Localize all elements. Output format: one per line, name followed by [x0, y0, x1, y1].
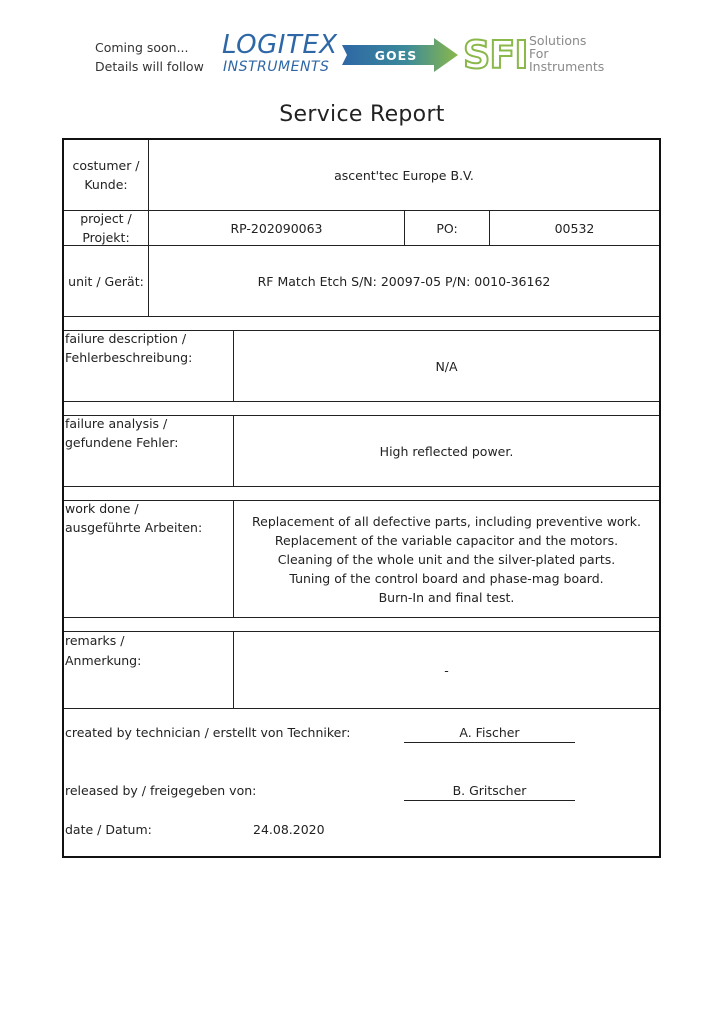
remarks-label: remarks / Anmerkung: [65, 633, 142, 668]
work-done-value [234, 501, 659, 617]
created-by-label: created by technician / erstellt von Techniker: [65, 725, 351, 740]
details-text: Details will follow [95, 59, 204, 74]
remarks-value: - [444, 662, 449, 678]
project-label: project / Projekt: [80, 211, 132, 245]
sfi-tagline-1: Solutions [529, 34, 587, 48]
released-by-signature: B. Gritscher [404, 782, 575, 801]
created-by-signature: A. Fischer [404, 724, 575, 743]
date-value: 24.08.2020 [253, 822, 325, 837]
work-done-line: Replacement of all defective parts, including preventive work. [252, 513, 641, 529]
page-title: Service Report [279, 102, 445, 127]
customer-label: costumer / Kunde: [72, 158, 140, 192]
sfi-tagline-3: Instruments [529, 59, 605, 74]
logitex-logo-line2: INSTRUMENTS [223, 59, 330, 75]
row-divider [64, 401, 659, 402]
row-divider [64, 486, 659, 487]
coming-soon-text: Coming soon... [95, 40, 189, 55]
goes-text: GOES [374, 48, 418, 63]
row-divider [64, 617, 659, 618]
po-value: 00532 [554, 220, 595, 236]
goes-arrow-icon [340, 37, 460, 73]
project-value: RP-202090063 [230, 220, 323, 236]
logitex-logo [222, 30, 336, 76]
work-done-line: Burn-In and final test. [378, 589, 515, 605]
customer-value: ascent'tec Europe B.V. [334, 167, 474, 183]
sfi-letters: SFI [463, 34, 528, 74]
failure-description-value: N/A [435, 358, 458, 374]
unit-label: unit / Gerät: [68, 273, 144, 289]
work-done-label: work done / ausgeführte Arbeiten: [65, 501, 203, 535]
released-by-label: released by / freigegeben von: [65, 783, 257, 798]
work-done-line: Replacement of the variable capacitor and the motors. [274, 532, 619, 548]
coming-soon-note [95, 38, 204, 76]
sfi-logo [463, 34, 613, 74]
failure-analysis-value: High reflected power. [379, 443, 514, 459]
date-label: date / Datum: [65, 822, 152, 837]
service-report-form [62, 138, 661, 858]
po-label: PO: [436, 220, 458, 236]
unit-value: RF Match Etch S/N: 20097-05 P/N: 0010-36162 [257, 273, 551, 289]
row-divider [64, 708, 659, 709]
row-divider [64, 316, 659, 317]
failure-description-label: failure description / Fehlerbeschreibung: [65, 331, 193, 365]
sfi-tagline-2: For [529, 46, 549, 61]
logitex-logo-line1: LOGITEX [222, 30, 338, 60]
failure-analysis-label: failure analysis / gefundene Fehler: [65, 416, 179, 450]
work-done-line: Tuning of the control board and phase-mag board. [289, 570, 604, 586]
work-done-line: Cleaning of the whole unit and the silver-plated parts. [277, 551, 616, 567]
